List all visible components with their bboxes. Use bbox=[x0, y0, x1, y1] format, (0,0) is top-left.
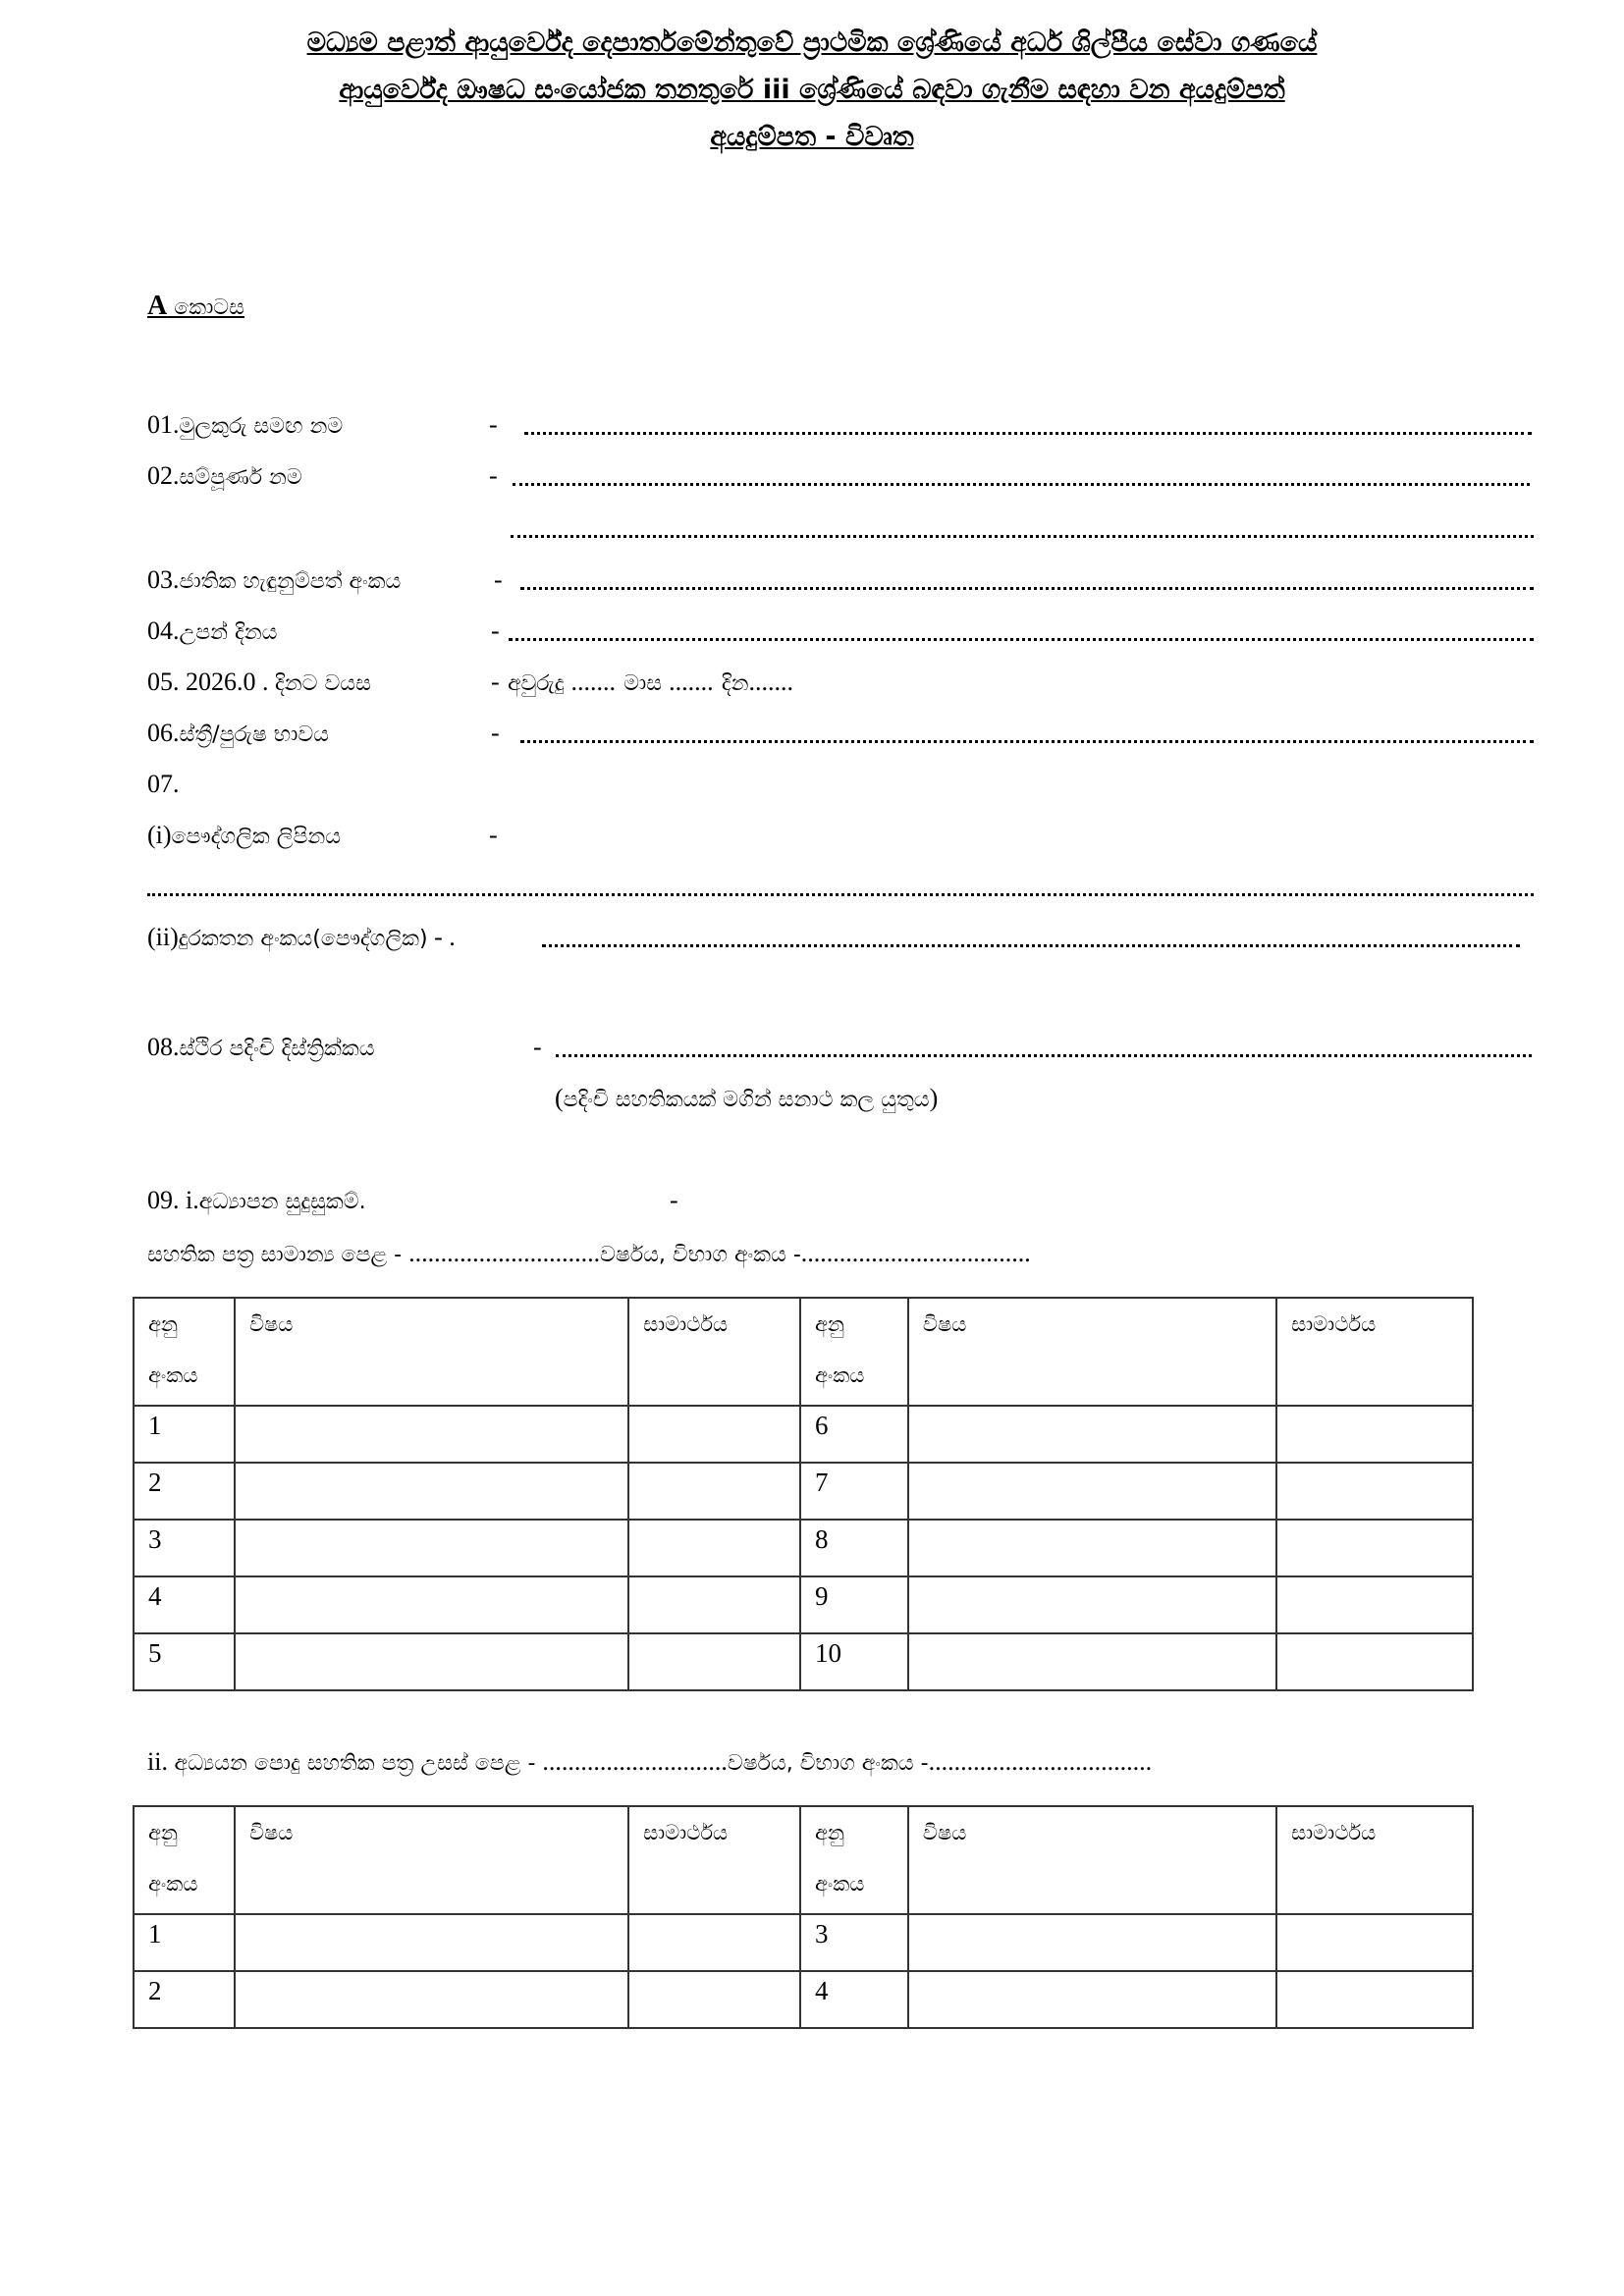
table-row bbox=[134, 1914, 1473, 1971]
field-04-input[interactable] bbox=[509, 638, 1534, 641]
row-number: 4 bbox=[134, 1576, 235, 1633]
form-title-line-2: ආයුර්වේද ඖෂධ සංයෝජක තනතුරේ iii ශ්‍රේණියේ බඳවා ගැනීම සඳහා වන අයදුම්පත් bbox=[339, 75, 1285, 105]
row-number: 6 bbox=[800, 1406, 908, 1463]
field-02-input[interactable] bbox=[513, 483, 1530, 486]
subject-cell[interactable] bbox=[908, 1914, 1276, 1971]
table-row bbox=[134, 1971, 1473, 2028]
field-01-input[interactable] bbox=[524, 432, 1532, 435]
form-title-line-1: මධ්‍යම පළාත් ආයුර්වේද දෙපාර්තමේන්තුවේ ප්‍රාථමික ශ්‍රේණියේ අර්ධ ශිල්පීය සේවා ගණයේ bbox=[306, 27, 1318, 58]
index-header: අනු අංකය bbox=[800, 1806, 908, 1914]
subject-cell[interactable] bbox=[235, 1971, 628, 2028]
grade-cell[interactable] bbox=[628, 1520, 800, 1576]
field-05-label: 05. 2026.0 . දිනට වයස bbox=[147, 667, 371, 696]
table-row bbox=[134, 1406, 1473, 1463]
field-08-label: 08.ස්ථිර පදිංචි දිස්ත්‍රික්කය bbox=[147, 1033, 375, 1061]
ol-line[interactable]: සහතික පත්‍ර සාමාන්‍ය පෙළ - ..............................වර්ෂය, විභාග අංකය -.................................... bbox=[147, 1239, 1031, 1267]
subject-cell[interactable] bbox=[908, 1633, 1276, 1690]
grade-header: සාමාර්ථය bbox=[1276, 1298, 1473, 1406]
field-07-i-label: (i)පෞද්ගලික ලිපිනය bbox=[147, 821, 342, 849]
grade-header: සාමාර්ථය bbox=[628, 1298, 800, 1406]
grade-cell[interactable] bbox=[628, 1633, 800, 1690]
section-a-heading: A කොටස bbox=[147, 291, 244, 321]
subject-cell[interactable] bbox=[235, 1914, 628, 1971]
field-01-label: 01.මුලකුරු සමඟ නම bbox=[147, 410, 344, 439]
field-09-label: 09. i.අධ්‍යාපන සුදුසුකම්. bbox=[147, 1186, 366, 1214]
field-08-dash: - bbox=[533, 1033, 542, 1061]
field-05-age-parts[interactable]: - අවුරුදු ....... මාස ....... දින....... bbox=[491, 667, 794, 696]
grade-cell[interactable] bbox=[1276, 1914, 1473, 1971]
row-number: 8 bbox=[800, 1520, 908, 1576]
grade-cell[interactable] bbox=[1276, 1406, 1473, 1463]
field-07-i-input[interactable] bbox=[147, 893, 1534, 896]
grade-cell[interactable] bbox=[628, 1971, 800, 2028]
field-03-label: 03.ජාතික හැඳුනුම්පත් අංකය bbox=[147, 565, 402, 594]
subject-header: විෂය bbox=[908, 1806, 1276, 1914]
subject-header: විෂය bbox=[235, 1298, 628, 1406]
row-number: 4 bbox=[800, 1971, 908, 2028]
subject-cell[interactable] bbox=[235, 1576, 628, 1633]
subject-cell[interactable] bbox=[235, 1633, 628, 1690]
subject-cell[interactable] bbox=[908, 1406, 1276, 1463]
field-03-dash: - bbox=[494, 565, 503, 594]
subject-cell[interactable] bbox=[908, 1576, 1276, 1633]
field-02-dash: - bbox=[489, 461, 498, 490]
subject-cell[interactable] bbox=[908, 1463, 1276, 1520]
table-row bbox=[134, 1633, 1473, 1690]
grade-cell[interactable] bbox=[1276, 1520, 1473, 1576]
row-number: 3 bbox=[800, 1914, 908, 1971]
grade-cell[interactable] bbox=[1276, 1463, 1473, 1520]
row-number: 7 bbox=[800, 1463, 908, 1520]
field-08-input[interactable] bbox=[556, 1054, 1532, 1057]
table-row bbox=[134, 1576, 1473, 1633]
grade-cell[interactable] bbox=[628, 1463, 800, 1520]
subject-cell[interactable] bbox=[235, 1520, 628, 1576]
grade-cell[interactable] bbox=[1276, 1633, 1473, 1690]
table-header-row bbox=[134, 1806, 1473, 1914]
field-06-dash: - bbox=[491, 719, 500, 747]
field-04-label: 04.උපන් දිනය bbox=[147, 616, 278, 645]
row-number: 2 bbox=[134, 1971, 235, 2028]
field-07-ii-label: (ii)දුරකතන අංකය(පෞද්ගලික) - . bbox=[147, 923, 456, 951]
subject-cell[interactable] bbox=[908, 1520, 1276, 1576]
al-results-table bbox=[133, 1805, 1474, 2029]
field-08-note: (පදිංචි සහතිකයක් මගින් සනාථ කල යුතුය) bbox=[555, 1084, 939, 1112]
grade-cell[interactable] bbox=[1276, 1576, 1473, 1633]
grade-header: සාමාර්ථය bbox=[1276, 1806, 1473, 1914]
field-02-input-line-2[interactable] bbox=[511, 535, 1534, 538]
grade-cell[interactable] bbox=[1276, 1971, 1473, 2028]
table-row bbox=[134, 1520, 1473, 1576]
field-07-label: 07. bbox=[147, 770, 180, 798]
subject-cell[interactable] bbox=[235, 1463, 628, 1520]
field-06-label: 06.ස්ත්‍රී/පුරුෂ භාවය bbox=[147, 719, 329, 747]
grade-cell[interactable] bbox=[628, 1406, 800, 1463]
field-06-input[interactable] bbox=[520, 740, 1534, 743]
row-number: 9 bbox=[800, 1576, 908, 1633]
row-number: 5 bbox=[134, 1633, 235, 1690]
row-number: 2 bbox=[134, 1463, 235, 1520]
field-02-label: 02.සම්පූර්ණ නම bbox=[147, 461, 302, 490]
row-number: 3 bbox=[134, 1520, 235, 1576]
row-number: 1 bbox=[134, 1406, 235, 1463]
table-row bbox=[134, 1463, 1473, 1520]
al-line[interactable]: ii. අධ්‍යයන පොදු සහතික පත්‍ර උසස් පෙළ - .............................වර්ෂය, විභාග අංකය -................................... bbox=[147, 1747, 1153, 1776]
index-header: අනු අංකය bbox=[134, 1806, 235, 1914]
field-09-dash: - bbox=[670, 1186, 678, 1214]
form-title-line-3: අයදුම්පත - විවෘත bbox=[710, 122, 914, 152]
row-number: 1 bbox=[134, 1914, 235, 1971]
grade-header: සාමාර්ථය bbox=[628, 1806, 800, 1914]
index-header: අනු අංකය bbox=[800, 1298, 908, 1406]
row-number: 10 bbox=[800, 1633, 908, 1690]
subject-cell[interactable] bbox=[908, 1971, 1276, 2028]
grade-cell[interactable] bbox=[628, 1576, 800, 1633]
table-header-row bbox=[134, 1298, 1473, 1406]
field-07-ii-input[interactable] bbox=[542, 944, 1520, 947]
field-07-i-dash: - bbox=[489, 821, 498, 849]
index-header: අනු අංකය bbox=[134, 1298, 235, 1406]
field-03-input[interactable] bbox=[520, 587, 1534, 590]
grade-cell[interactable] bbox=[628, 1914, 800, 1971]
ol-results-table bbox=[133, 1297, 1474, 1691]
subject-cell[interactable] bbox=[235, 1406, 628, 1463]
subject-header: විෂය bbox=[235, 1806, 628, 1914]
field-01-dash: - bbox=[489, 410, 498, 439]
subject-header: විෂය bbox=[908, 1298, 1276, 1406]
field-04-dash: - bbox=[491, 616, 500, 645]
